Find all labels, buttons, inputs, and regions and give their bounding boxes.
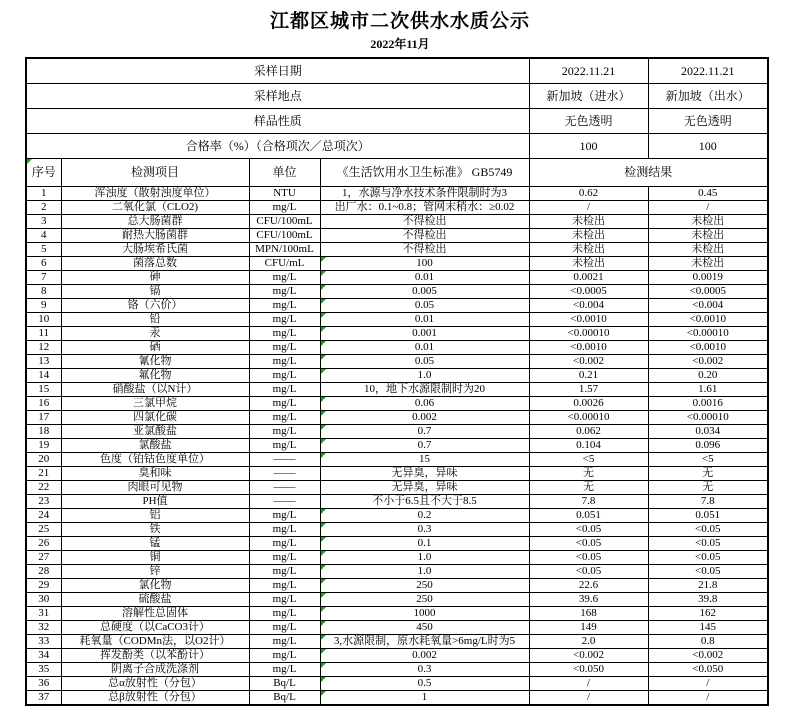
unit-value: mg/L	[249, 621, 320, 635]
table-row	[26, 397, 768, 411]
table-row	[26, 607, 768, 621]
standard-limit: 450	[320, 621, 529, 635]
result-outlet: <0.0010	[648, 341, 768, 355]
result-inlet: 2.0	[529, 635, 648, 649]
test-item-name: 铬（六价）	[61, 299, 249, 313]
standard-limit: 出厂水：0.1~0.8；管网末稍水：≥0.02	[320, 201, 529, 215]
test-item-name: 四氯化碳	[61, 411, 249, 425]
row-number: 12	[26, 341, 61, 355]
standard-limit: 3,水源限制，原水耗氧量>6mg/L时为5	[320, 635, 529, 649]
test-item-name: 氯化物	[61, 579, 249, 593]
unit-value: mg/L	[249, 607, 320, 621]
unit-value: mg/L	[249, 313, 320, 327]
unit-value: Bq/L	[249, 677, 320, 691]
result-outlet: 0.0016	[648, 397, 768, 411]
test-item-name: 氟化物	[61, 369, 249, 383]
col-header-result: 检测结果	[529, 159, 768, 187]
result-inlet: <5	[529, 453, 648, 467]
result-outlet: <0.050	[648, 663, 768, 677]
row-number: 16	[26, 397, 61, 411]
result-outlet: 0.20	[648, 369, 768, 383]
result-outlet: 0.096	[648, 439, 768, 453]
result-inlet: 1.57	[529, 383, 648, 397]
test-item-name: 硝酸盐（以N计）	[61, 383, 249, 397]
unit-value: mg/L	[249, 663, 320, 677]
unit-value: mg/L	[249, 579, 320, 593]
table-row	[26, 481, 768, 495]
test-item-name: 总大肠菌群	[61, 215, 249, 229]
standard-limit: 0.01	[320, 341, 529, 355]
test-item-name: 三氯甲烷	[61, 397, 249, 411]
result-inlet: 22.6	[529, 579, 648, 593]
test-item-name: 总硬度（以CaCO3计）	[61, 621, 249, 635]
table-row	[26, 579, 768, 593]
row-number: 27	[26, 551, 61, 565]
test-item-name: 锌	[61, 565, 249, 579]
result-outlet: <0.002	[648, 355, 768, 369]
row-number: 33	[26, 635, 61, 649]
row-number: 18	[26, 425, 61, 439]
sampling-date-label: 采样日期	[26, 58, 529, 84]
result-inlet: <0.05	[529, 565, 648, 579]
unit-value: ——	[249, 495, 320, 509]
row-number: 7	[26, 271, 61, 285]
standard-limit: 15	[320, 453, 529, 467]
col-header-no: 序号	[26, 159, 61, 187]
unit-value: CFU/100mL	[249, 229, 320, 243]
result-outlet: 145	[648, 621, 768, 635]
result-outlet: 无	[648, 481, 768, 495]
standard-limit: 1000	[320, 607, 529, 621]
test-item-name: PH值	[61, 495, 249, 509]
result-outlet: 0.45	[648, 187, 768, 201]
test-item-name: 溶解性总固体	[61, 607, 249, 621]
result-outlet: <5	[648, 453, 768, 467]
result-inlet: 149	[529, 621, 648, 635]
result-outlet: 无	[648, 467, 768, 481]
unit-value: mg/L	[249, 369, 320, 383]
result-inlet: <0.05	[529, 523, 648, 537]
standard-limit: 无异臭，异味	[320, 481, 529, 495]
test-item-name: 氯酸盐	[61, 439, 249, 453]
result-inlet: <0.002	[529, 355, 648, 369]
row-number: 5	[26, 243, 61, 257]
result-outlet: /	[648, 677, 768, 691]
test-item-name: 硒	[61, 341, 249, 355]
unit-value: CFU/mL	[249, 257, 320, 271]
standard-limit: 0.3	[320, 523, 529, 537]
row-number: 10	[26, 313, 61, 327]
unit-value: mg/L	[249, 341, 320, 355]
standard-limit: 无异臭，异味	[320, 467, 529, 481]
table-row	[26, 551, 768, 565]
standard-limit: 0.5	[320, 677, 529, 691]
row-number: 25	[26, 523, 61, 537]
test-item-name: 铝	[61, 509, 249, 523]
row-number: 23	[26, 495, 61, 509]
test-item-name: 耐热大肠菌群	[61, 229, 249, 243]
table-row	[26, 453, 768, 467]
sampling-date-row	[26, 58, 768, 84]
row-number: 1	[26, 187, 61, 201]
result-outlet: <0.004	[648, 299, 768, 313]
row-number: 8	[26, 285, 61, 299]
table-row	[26, 355, 768, 369]
result-inlet: 39.6	[529, 593, 648, 607]
standard-limit: 0.7	[320, 425, 529, 439]
unit-value: ——	[249, 453, 320, 467]
row-number: 20	[26, 453, 61, 467]
table-row	[26, 635, 768, 649]
unit-value: mg/L	[249, 397, 320, 411]
standard-limit: 250	[320, 593, 529, 607]
table-row	[26, 495, 768, 509]
result-inlet: 未检出	[529, 229, 648, 243]
result-inlet: 未检出	[529, 257, 648, 271]
row-number: 13	[26, 355, 61, 369]
row-number: 35	[26, 663, 61, 677]
unit-value: mg/L	[249, 551, 320, 565]
row-number: 37	[26, 691, 61, 706]
sample-nature-label: 样品性质	[26, 109, 529, 134]
result-inlet: <0.004	[529, 299, 648, 313]
row-number: 17	[26, 411, 61, 425]
result-outlet: /	[648, 691, 768, 706]
unit-value: mg/L	[249, 271, 320, 285]
unit-value: ——	[249, 467, 320, 481]
result-outlet: <0.05	[648, 523, 768, 537]
result-outlet: 0.051	[648, 509, 768, 523]
test-item-name: 色度（铂钴色度单位）	[61, 453, 249, 467]
result-inlet: 0.104	[529, 439, 648, 453]
row-number: 30	[26, 593, 61, 607]
test-item-name: 阴离子合成洗涤剂	[61, 663, 249, 677]
row-number: 6	[26, 257, 61, 271]
result-inlet: 168	[529, 607, 648, 621]
standard-limit: 0.1	[320, 537, 529, 551]
table-row	[26, 411, 768, 425]
result-inlet: <0.0005	[529, 285, 648, 299]
standard-limit: 不得检出	[320, 215, 529, 229]
table-row	[26, 509, 768, 523]
table-row	[26, 677, 768, 691]
table-row	[26, 229, 768, 243]
result-inlet: <0.00010	[529, 327, 648, 341]
row-number: 32	[26, 621, 61, 635]
row-number: 29	[26, 579, 61, 593]
standard-limit: 不小于6.5且不大于8.5	[320, 495, 529, 509]
result-inlet: <0.00010	[529, 411, 648, 425]
standard-limit: 1.0	[320, 565, 529, 579]
table-row	[26, 439, 768, 453]
table-row	[26, 243, 768, 257]
result-outlet: 0.8	[648, 635, 768, 649]
test-item-name: 挥发酚类（以苯酚计）	[61, 649, 249, 663]
standard-limit: 0.002	[320, 411, 529, 425]
row-number: 22	[26, 481, 61, 495]
row-number: 36	[26, 677, 61, 691]
test-item-name: 肉眼可见物	[61, 481, 249, 495]
result-outlet: <0.00010	[648, 327, 768, 341]
row-number: 11	[26, 327, 61, 341]
standard-limit: 0.3	[320, 663, 529, 677]
row-number: 34	[26, 649, 61, 663]
result-outlet: <0.05	[648, 551, 768, 565]
row-number: 24	[26, 509, 61, 523]
sample-nature-inlet: 无色透明	[529, 109, 648, 134]
unit-value: mg/L	[249, 411, 320, 425]
test-item-name: 大肠埃希氏菌	[61, 243, 249, 257]
water-quality-table	[25, 57, 769, 706]
result-inlet: <0.002	[529, 649, 648, 663]
result-inlet: 0.0021	[529, 271, 648, 285]
unit-value: mg/L	[249, 635, 320, 649]
page-subtitle: 2022年11月	[370, 37, 430, 51]
result-inlet: <0.05	[529, 537, 648, 551]
result-inlet: 0.62	[529, 187, 648, 201]
unit-value: mg/L	[249, 425, 320, 439]
unit-value: mg/L	[249, 439, 320, 453]
test-item-name: 锰	[61, 537, 249, 551]
standard-limit: 100	[320, 257, 529, 271]
table-row	[26, 523, 768, 537]
standard-limit: 0.001	[320, 327, 529, 341]
result-inlet: /	[529, 691, 648, 706]
table-row	[26, 537, 768, 551]
row-number: 28	[26, 565, 61, 579]
result-outlet: <0.0010	[648, 313, 768, 327]
row-number: 14	[26, 369, 61, 383]
standard-limit: 0.01	[320, 313, 529, 327]
result-inlet: 0.21	[529, 369, 648, 383]
test-item-name: 硫酸盐	[61, 593, 249, 607]
col-header-item: 检测项目	[61, 159, 249, 187]
test-item-name: 臭和味	[61, 467, 249, 481]
standard-limit: 250	[320, 579, 529, 593]
sampling-location-label: 采样地点	[26, 84, 529, 109]
result-outlet: 0.0019	[648, 271, 768, 285]
test-item-name: 总α放射性（分包）	[61, 677, 249, 691]
result-outlet: 39.8	[648, 593, 768, 607]
table-row	[26, 201, 768, 215]
result-inlet: 未检出	[529, 215, 648, 229]
test-item-name: 浑浊度（散射浊度单位）	[61, 187, 249, 201]
result-inlet: 无	[529, 481, 648, 495]
standard-limit: 1.0	[320, 551, 529, 565]
sampling-date-inlet: 2022.11.21	[529, 58, 648, 84]
test-item-name: 镉	[61, 285, 249, 299]
column-header-row	[26, 159, 768, 187]
col-header-unit: 单位	[249, 159, 320, 187]
test-item-name: 氰化物	[61, 355, 249, 369]
result-outlet: <0.05	[648, 537, 768, 551]
table-row	[26, 383, 768, 397]
row-number: 9	[26, 299, 61, 313]
result-inlet: <0.050	[529, 663, 648, 677]
sampling-location-outlet: 新加坡（出水）	[648, 84, 768, 109]
pass-rate-label: 合格率（%）（合格项次／总项次）	[26, 134, 529, 159]
result-outlet: 0.034	[648, 425, 768, 439]
unit-value: CFU/100mL	[249, 215, 320, 229]
result-inlet: <0.0010	[529, 313, 648, 327]
unit-value: mg/L	[249, 285, 320, 299]
table-row	[26, 327, 768, 341]
result-inlet: 未检出	[529, 243, 648, 257]
pass-rate-row	[26, 134, 768, 159]
test-item-name: 菌落总数	[61, 257, 249, 271]
table-row	[26, 425, 768, 439]
standard-limit: 0.06	[320, 397, 529, 411]
result-outlet: <0.002	[648, 649, 768, 663]
water-quality-notice-page	[0, 6, 800, 712]
sampling-location-inlet: 新加坡（进水）	[529, 84, 648, 109]
table-row	[26, 341, 768, 355]
unit-value: ——	[249, 481, 320, 495]
table-row	[26, 285, 768, 299]
result-outlet: 7.8	[648, 495, 768, 509]
row-number: 2	[26, 201, 61, 215]
standard-limit: 10，地下水源限制时为20	[320, 383, 529, 397]
unit-value: mg/L	[249, 355, 320, 369]
pass-rate-outlet: 100	[648, 134, 768, 159]
table-row	[26, 691, 768, 706]
standard-limit: 0.01	[320, 271, 529, 285]
standard-limit: 不得检出	[320, 229, 529, 243]
test-item-name: 亚氯酸盐	[61, 425, 249, 439]
result-inlet: /	[529, 677, 648, 691]
table-row	[26, 621, 768, 635]
table-row	[26, 369, 768, 383]
standard-limit: 0.05	[320, 355, 529, 369]
test-item-name: 汞	[61, 327, 249, 341]
row-number: 31	[26, 607, 61, 621]
unit-value: mg/L	[249, 327, 320, 341]
table-row	[26, 299, 768, 313]
unit-value: mg/L	[249, 649, 320, 663]
result-inlet: 0.051	[529, 509, 648, 523]
result-inlet: <0.0010	[529, 341, 648, 355]
result-outlet: 21.8	[648, 579, 768, 593]
test-item-name: 砷	[61, 271, 249, 285]
table-row	[26, 257, 768, 271]
result-outlet: 未检出	[648, 229, 768, 243]
table-row	[26, 649, 768, 663]
row-number: 26	[26, 537, 61, 551]
table-row	[26, 271, 768, 285]
unit-value: mg/L	[249, 201, 320, 215]
unit-value: mg/L	[249, 565, 320, 579]
row-number: 4	[26, 229, 61, 243]
unit-value: mg/L	[249, 299, 320, 313]
result-outlet: /	[648, 201, 768, 215]
sampling-date-outlet: 2022.11.21	[648, 58, 768, 84]
table-row	[26, 663, 768, 677]
standard-limit: 0.7	[320, 439, 529, 453]
standard-limit: 1.0	[320, 369, 529, 383]
row-number: 3	[26, 215, 61, 229]
unit-value: mg/L	[249, 593, 320, 607]
unit-value: mg/L	[249, 509, 320, 523]
table-row	[26, 215, 768, 229]
test-item-name: 铅	[61, 313, 249, 327]
result-outlet: 1.61	[648, 383, 768, 397]
unit-value: MPN/100mL	[249, 243, 320, 257]
row-number: 15	[26, 383, 61, 397]
standard-limit: 0.05	[320, 299, 529, 313]
sample-nature-outlet: 无色透明	[648, 109, 768, 134]
result-outlet: 未检出	[648, 243, 768, 257]
result-outlet: <0.00010	[648, 411, 768, 425]
result-outlet: <0.05	[648, 565, 768, 579]
standard-limit: 0.002	[320, 649, 529, 663]
table-row	[26, 313, 768, 327]
table-row	[26, 187, 768, 201]
test-item-name: 二氧化氯（CLO2)	[61, 201, 249, 215]
result-outlet: 未检出	[648, 257, 768, 271]
result-inlet: 0.0026	[529, 397, 648, 411]
test-item-name: 铁	[61, 523, 249, 537]
result-inlet: 无	[529, 467, 648, 481]
pass-rate-inlet: 100	[529, 134, 648, 159]
result-inlet: 7.8	[529, 495, 648, 509]
unit-value: mg/L	[249, 383, 320, 397]
page-title: 江都区城市二次供水水质公示	[269, 11, 530, 32]
result-outlet: <0.0005	[648, 285, 768, 299]
test-item-name: 总β放射性（分包）	[61, 691, 249, 706]
result-inlet: 0.062	[529, 425, 648, 439]
standard-limit: 1	[320, 691, 529, 706]
test-item-name: 耗氧量（CODMn法，以O2计）	[61, 635, 249, 649]
sample-nature-row	[26, 109, 768, 134]
row-number: 19	[26, 439, 61, 453]
unit-value: mg/L	[249, 537, 320, 551]
standard-limit: 不得检出	[320, 243, 529, 257]
unit-value: NTU	[249, 187, 320, 201]
result-inlet: /	[529, 201, 648, 215]
sampling-location-row	[26, 84, 768, 109]
table-row	[26, 467, 768, 481]
result-outlet: 162	[648, 607, 768, 621]
col-header-standard: 《生活饮用水卫生标准》 GB5749	[320, 159, 529, 187]
result-outlet: 未检出	[648, 215, 768, 229]
standard-limit: 0.2	[320, 509, 529, 523]
row-number: 21	[26, 467, 61, 481]
result-inlet: <0.05	[529, 551, 648, 565]
unit-value: Bq/L	[249, 691, 320, 706]
table-row	[26, 593, 768, 607]
unit-value: mg/L	[249, 523, 320, 537]
standard-limit: 0.005	[320, 285, 529, 299]
standard-limit: 1，水源与净水技术条件限制时为3	[320, 187, 529, 201]
test-item-name: 铜	[61, 551, 249, 565]
table-row	[26, 565, 768, 579]
